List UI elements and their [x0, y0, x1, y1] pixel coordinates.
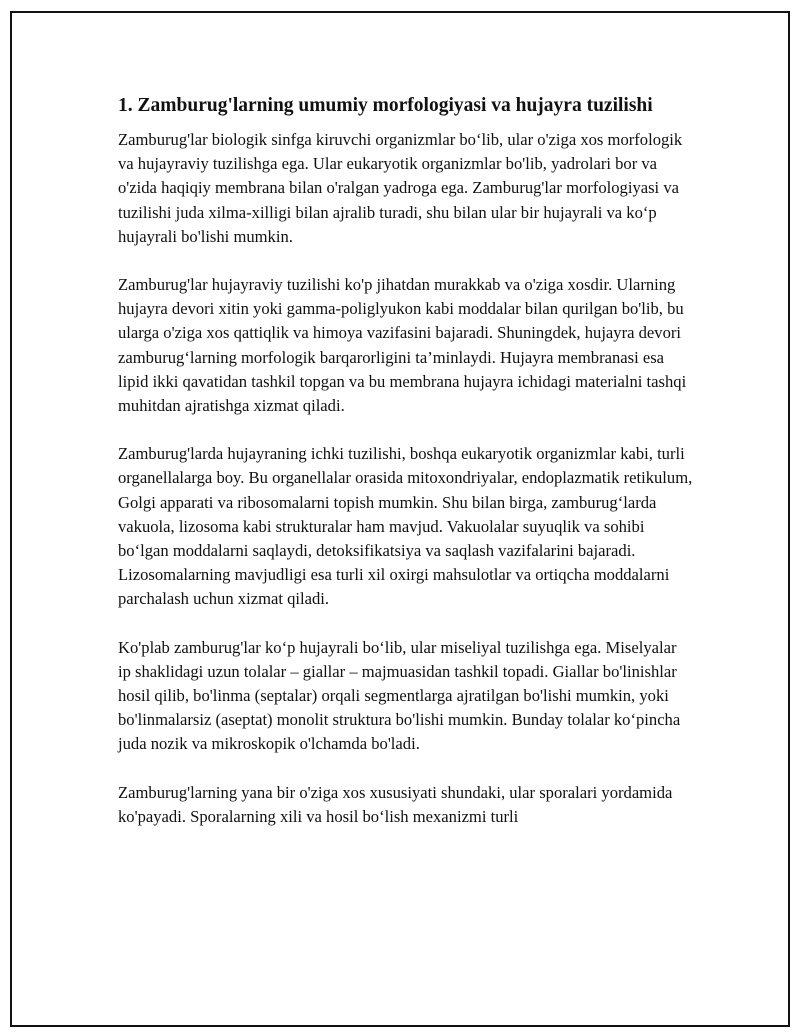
paragraph: Zamburug'lar biologik sinfga kiruvchi organizmlar bo‘lib, ular o'ziga xos morfologik va hujayraviy tuzilishga ega. Ular eukaryotik organizmlar bo'lib, yadrolari bor va o'zida haqiqiy membrana bilan o'ralgan yadroga ega. Zamburug'lar morfologiyasi va tuzilishi juda xilma-xilligi bilan ajralib turadi, shu bilan ular bir hujayrali va ko‘p hujayrali bo'lishi mumkin. — [118, 130, 683, 246]
paragraph: Zamburug'lar hujayraviy tuzilishi ko'p jihatdan murakkab va o'ziga xosdir. Ularning hujayra devori xitin yoki gamma-poliglyukon kabi moddalar bilan qurilgan bo'lib, bu ularga o'ziga xos qattiqlik va himoya vazifasini bajaradi. Shuningdek, hujayra devori zamburug‘larning morfologik barqarorligini ta’minlaydi. Hujayra membranasi esa lipid ikki qavatidan tashkil topgan va bu membrana hujayra ichidagi materialni tashqi muhitdan ajratishga xizmat qiladi. — [118, 275, 687, 416]
paragraph: Zamburug'larda hujayraning ichki tuzilishi, boshqa eukaryotik organizmlar kabi, turli organellalarga boy. Bu organellalar orasida mitoxondriyalar, endoplazmatik retikulum, Golgi apparati va ribosomalarni topish mumkin. Shu bilan birga, zamburug‘larda vakuola, lizosoma kabi strukturalar ham mavjud. Vakuolalar suyuqlik va sohibi bo‘lgan moddalarni saqlaydi, detoksifikatsiya va saqlash vazifalarini bajaradi. Lizosomalarning mavjudligi esa turli xil oxirgi mahsulotlar va ortiqcha moddalarni parchalash uchun xizmat qiladi. — [118, 444, 693, 609]
section-heading: 1. Zamburug'larning umumiy morfologiyasi va hujayra tuzilishi — [118, 95, 653, 116]
paragraph: Ko'plab zamburug'lar ko‘p hujayrali bo‘lib, ular miseliyal tuzilishga ega. Miselyalar ip shaklidagi uzun tolalar – giallar – majmuasidan tashkil topadi. Giallar bo'linishlar hosil qilib, bo'linma (septalar) orqali segmentlarga ajratilgan bo'lishi mumkin, yoki bo'linmalarsiz (aseptat) monolit struktura bo'lishi mumkin. Bunday tolalar ko‘pincha juda nozik va mikroskopik o'lchamda bo'ladi. — [118, 637, 681, 754]
paragraph: Zamburug'larning yana bir o'ziga xos xususiyati shundaki, ular sporalari yordamida ko'payadi. Sporalarning xili va hosil bo‘lish mexanizmi turli — [118, 782, 673, 826]
document-body — [118, 93, 693, 853]
